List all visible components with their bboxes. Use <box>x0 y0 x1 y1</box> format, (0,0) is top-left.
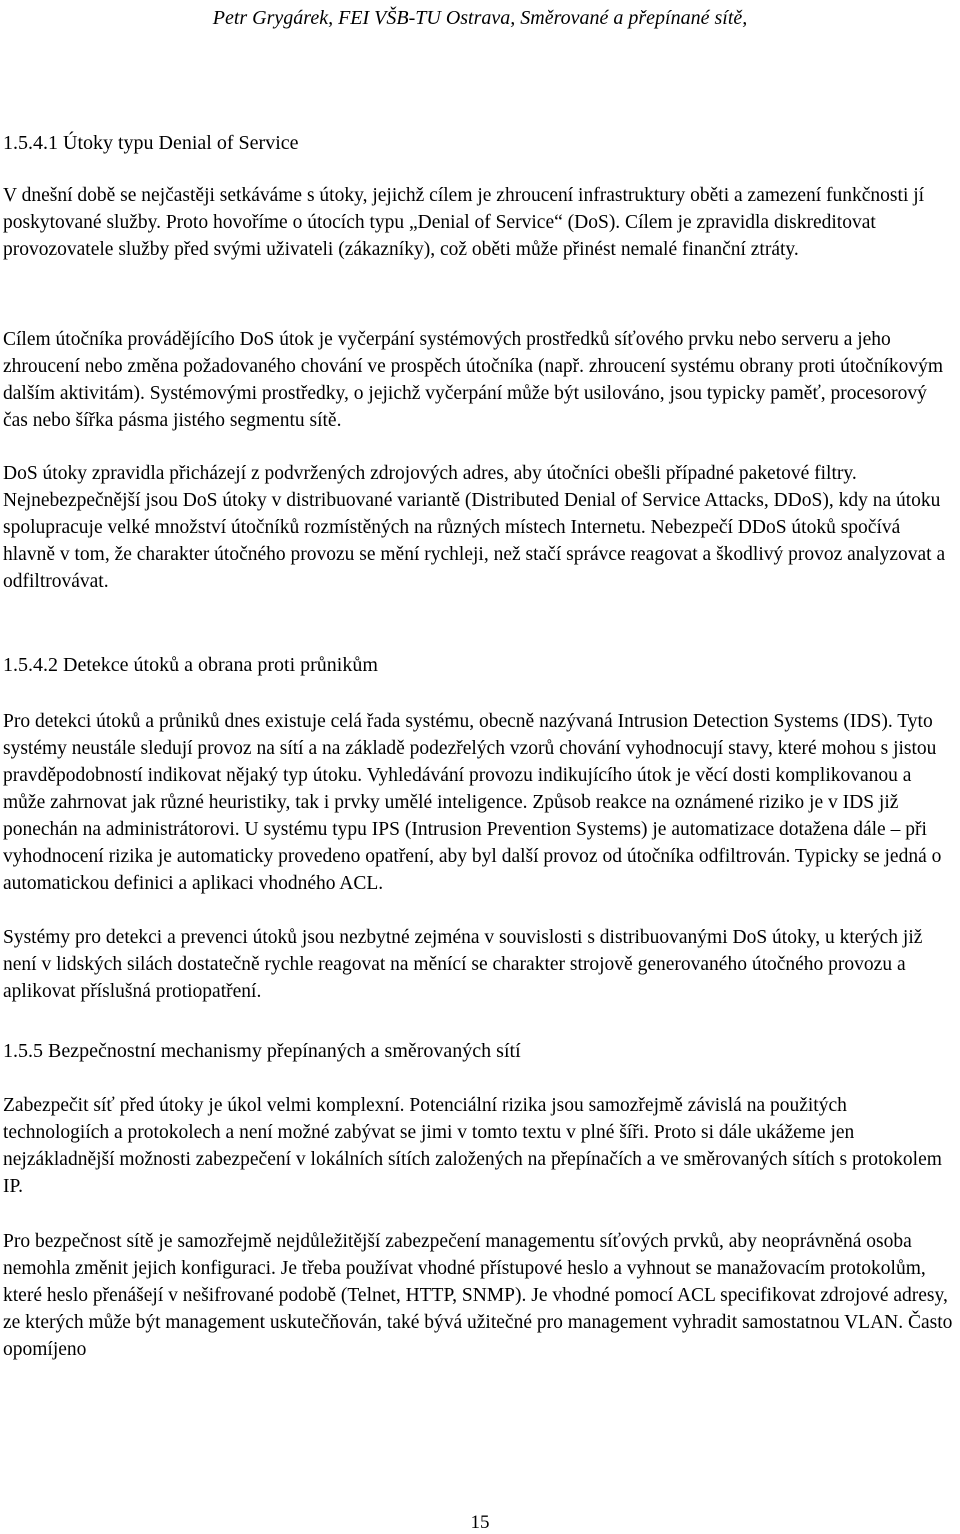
paragraph-dos-goal <box>3 326 955 434</box>
paragraph-management-security <box>3 1228 955 1363</box>
page-number: 15 <box>470 1512 490 1533</box>
paragraph-text: V dnešní době se nejčastěji setkáváme s útoky, jejichž cílem je zhroucení infrastruktury oběti a zamezení funkčnosti jí poskytované služby. Proto hovoříme o útocích typu „Denial of Service“ (DoS). Cílem je zpravidla diskreditovat provozovatele služby před svými uživateli (zákazníky), což oběti může přinést nemalé finanční ztráty. <box>3 185 925 260</box>
paragraph-text: Systémy pro detekci a prevenci útoků jsou nezbytné zejména v souvislosti s distribuovanými DoS útoky, u kterých již není v lidských silách dostatečně rychle reagovat na měnící se charakter strojově generovaného útočného provozu a aplikovat příslušná protiopatření. <box>3 927 923 1002</box>
paragraph-text: DoS útoky zpravidla přicházejí z podvržených zdrojových adres, aby útočníci obešli případné paketové filtry. Nejnebezpečnější jsou DoS útoky v distribuované variantě (Distributed Denial of Service Attacks, DDoS), kdy na útoku spolupracuje velké množství útočníků rozmístěných na různých místech Internetu. Nebezpečí DDoS útoků spočívá hlavně v tom, že charakter útočného provozu se mění rychleji, než stačí správce reagovat a škodlivý provoz analyzovat a odfiltrovávat. <box>3 463 946 592</box>
section-heading-1-5-5: 1.5.5 Bezpečnostní mechanismy přepínaných a směrovaných sítí <box>3 1040 521 1062</box>
section-heading-1-5-4-1: 1.5.4.1 Útoky typu Denial of Service <box>3 132 299 154</box>
paragraph-text: Pro detekci útoků a průniků dnes existuje celá řada systému, obecně nazývaná Intrusion Detection Systems (IDS). Tyto systémy neustále sledují provoz na sítí a na základě podezřelých vzorů chování vyhodnocují stavy, které mohou s jistou pravděpodobností indikovat nějaký typ útoku. Vyhledávání provozu indikujícího útok je věcí dosti komplikovanou a může zahrnovat jak různé heuristiky, tak i prvky umělé inteligence. Způsob reakce na oznámené riziko je v IDS již ponechán na administrátorovi. U systému typu IPS (Intrusion Prevention Systems) je automatizace dotažena dále – při vyhodnocení rizika je automaticky provedeno opatření, aby byl další provoz od útočníka odfiltrován. Typicky se jedná o automatickou definici a aplikaci vhodného ACL. <box>3 711 942 894</box>
running-header: Petr Grygárek, FEI VŠB-TU Ostrava, Směrované a přepínané sítě, <box>212 7 748 29</box>
paragraph-security-overview <box>3 1092 955 1200</box>
paragraph-ddos <box>3 460 955 595</box>
paragraph-ids <box>3 708 955 897</box>
paragraph-text: Pro bezpečnost sítě je samozřejmě nejdůležitější zabezpečení managementu síťových prvků, aby neoprávněná osoba nemohla změnit jejich konfiguraci. Je třeba používat vhodné přístupové heslo a vyhnout se manažovacím protokolům, které heslo přenášejí v nešifrované podobě (Telnet, HTTP, SNMP). Je vhodné pomocí ACL specifikovat zdrojové adresy, ze kterých může být management uskutečňován, také bývá užitečné pro management vyhradit samostatnou VLAN. Často opomíjeno <box>3 1231 953 1360</box>
section-heading-1-5-4-2: 1.5.4.2 Detekce útoků a obrana proti průnikům <box>3 654 378 676</box>
paragraph-ids-ddos <box>3 924 955 1005</box>
paragraph-text: Cílem útočníka provádějícího DoS útok je vyčerpání systémových prostředků síťového prvku nebo serveru a jeho zhroucení nebo změna požadovaného chování ve prospěch útočníka (např. zhroucení systému obrany proti útočníkovým dalším aktivitám). Systémovými prostředky, o jejichž vyčerpání může být usilováno, jsou typicky paměť, procesorový čas nebo šířka pásma jistého segmentu sítě. <box>3 329 944 431</box>
paragraph-dos-intro <box>3 182 955 263</box>
paragraph-text: Zabezpečit síť před útoky je úkol velmi komplexní. Potenciální rizika jsou samozřejmě závislá na použitých technologiích a protokolech a není možné zabývat se jimi v tomto textu v plné šíři. Proto si dále ukážeme jen nejzákladnější možnosti zabezpečení v lokálních sítích založených na přepínačích a ve směrovaných sítích s protokolem IP. <box>3 1095 942 1197</box>
